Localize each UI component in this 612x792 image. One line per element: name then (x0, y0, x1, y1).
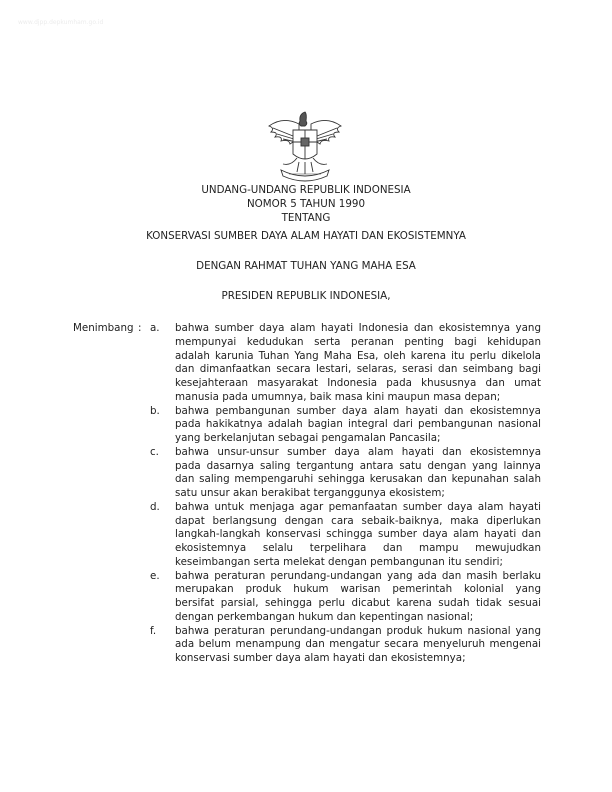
item-text (175, 405, 541, 446)
text-line: bahwa peraturan perundang-undangan produk hukum nasional yang (175, 624, 541, 637)
preamble-invocation: DENGAN RAHMAT TUHAN YANG MAHA ESA (196, 260, 416, 272)
president-heading: PRESIDEN REPUBLIK INDONESIA, (221, 290, 391, 302)
text-line: manusia pada umumnya, baik masa kini maupun masa depan; (175, 390, 501, 403)
item-text (175, 570, 541, 625)
item-letter: d. (150, 500, 160, 513)
law-about: TENTANG (281, 212, 331, 224)
text-line: dengan perkembangan hukum dan kepentingan nasional; (175, 610, 474, 623)
text-line: bahwa unsur-unsur sumber daya alam hayati dan ekosistemnya (175, 445, 541, 458)
text-line: dan saling mempengaruhi sehingga kerusakan dan kepunahan salah (175, 473, 541, 486)
text-line: mempunyai kedudukan serta peranan penting bagi kehidupan (175, 335, 541, 348)
garuda-emblem-icon (263, 108, 347, 184)
text-line: ada belum menampung dan mengatur secara menyeluruh mengenai (175, 638, 541, 651)
menimbang-colon: : (138, 322, 142, 334)
text-line: ekosistemnya selalu terpelihara dan mampu mewujudkan (175, 542, 541, 554)
item-text (175, 446, 541, 501)
item-letter: f. (150, 624, 157, 637)
text-line: yang berkelanjutan sebagai pengamalan Pancasila; (175, 432, 441, 444)
item-letter: e. (150, 569, 160, 582)
text-line: bersifat parsial, sehingga perlu dicabut karena sudah tidak sesuai (175, 597, 541, 609)
text-line: dan dimanfaatkan secara lestari, selaras, serasi dan seimbang bagi (175, 363, 541, 376)
text-line: bahwa peraturan perundang-undangan yang ada dan masih berlaku (175, 569, 541, 582)
item-letter: b. (150, 404, 160, 417)
text-line: konservasi sumber daya alam hayati dan ekosistemnya; (175, 652, 466, 664)
text-line: pada dasarnya saling tergantung antara satu dengan yang lainnya (175, 459, 541, 472)
text-line: merupakan produk hukum warisan pemerintah kolonial yang (175, 583, 541, 596)
watermark: www.djpp.depkumham.go.id (18, 19, 104, 26)
law-title: UNDANG-UNDANG REPUBLIK INDONESIA (201, 184, 411, 196)
item-text (175, 322, 541, 405)
item-text (175, 501, 541, 570)
text-line: pada hakikatnya adalah bagian integral dari pembangunan nasional (175, 418, 541, 431)
menimbang-label: Menimbang (73, 322, 134, 334)
item-text (175, 625, 541, 666)
text-line: satu unsur akan berakibat terganggunya ekosistem; (175, 487, 445, 499)
text-line: langkah-langkah konservasi schingga sumber daya alam hayati dan (175, 528, 541, 541)
text-line: kesejahteraan masyarakat Indonesia pada khususnya dan umat (175, 377, 541, 389)
text-line: keseimbangan serta melekat dengan pembangunan itu sendiri; (175, 555, 503, 568)
law-number: NOMOR 5 TAHUN 1990 (246, 198, 366, 210)
text-line: bahwa untuk menjaga agar pemanfaatan sumber daya alam hayati (175, 500, 541, 513)
item-letter: a. (150, 322, 160, 334)
text-line: adalah karunia Tuhan Yang Maha Esa, oleh karena itu perlu dikelola (175, 349, 541, 362)
text-line: bahwa pembangunan sumber daya alam hayati dan ekosistemnya (175, 404, 541, 417)
text-line: dapat berlangsung dengan cara sebaik-baiknya, maka diperlukan (175, 514, 541, 527)
item-letter: c. (150, 445, 159, 458)
law-subject: KONSERVASI SUMBER DAYA ALAM HAYATI DAN EKOSISTEMNYA (146, 230, 466, 242)
text-line: bahwa sumber daya alam hayati Indonesia dan ekosistemnya yang (175, 322, 541, 334)
